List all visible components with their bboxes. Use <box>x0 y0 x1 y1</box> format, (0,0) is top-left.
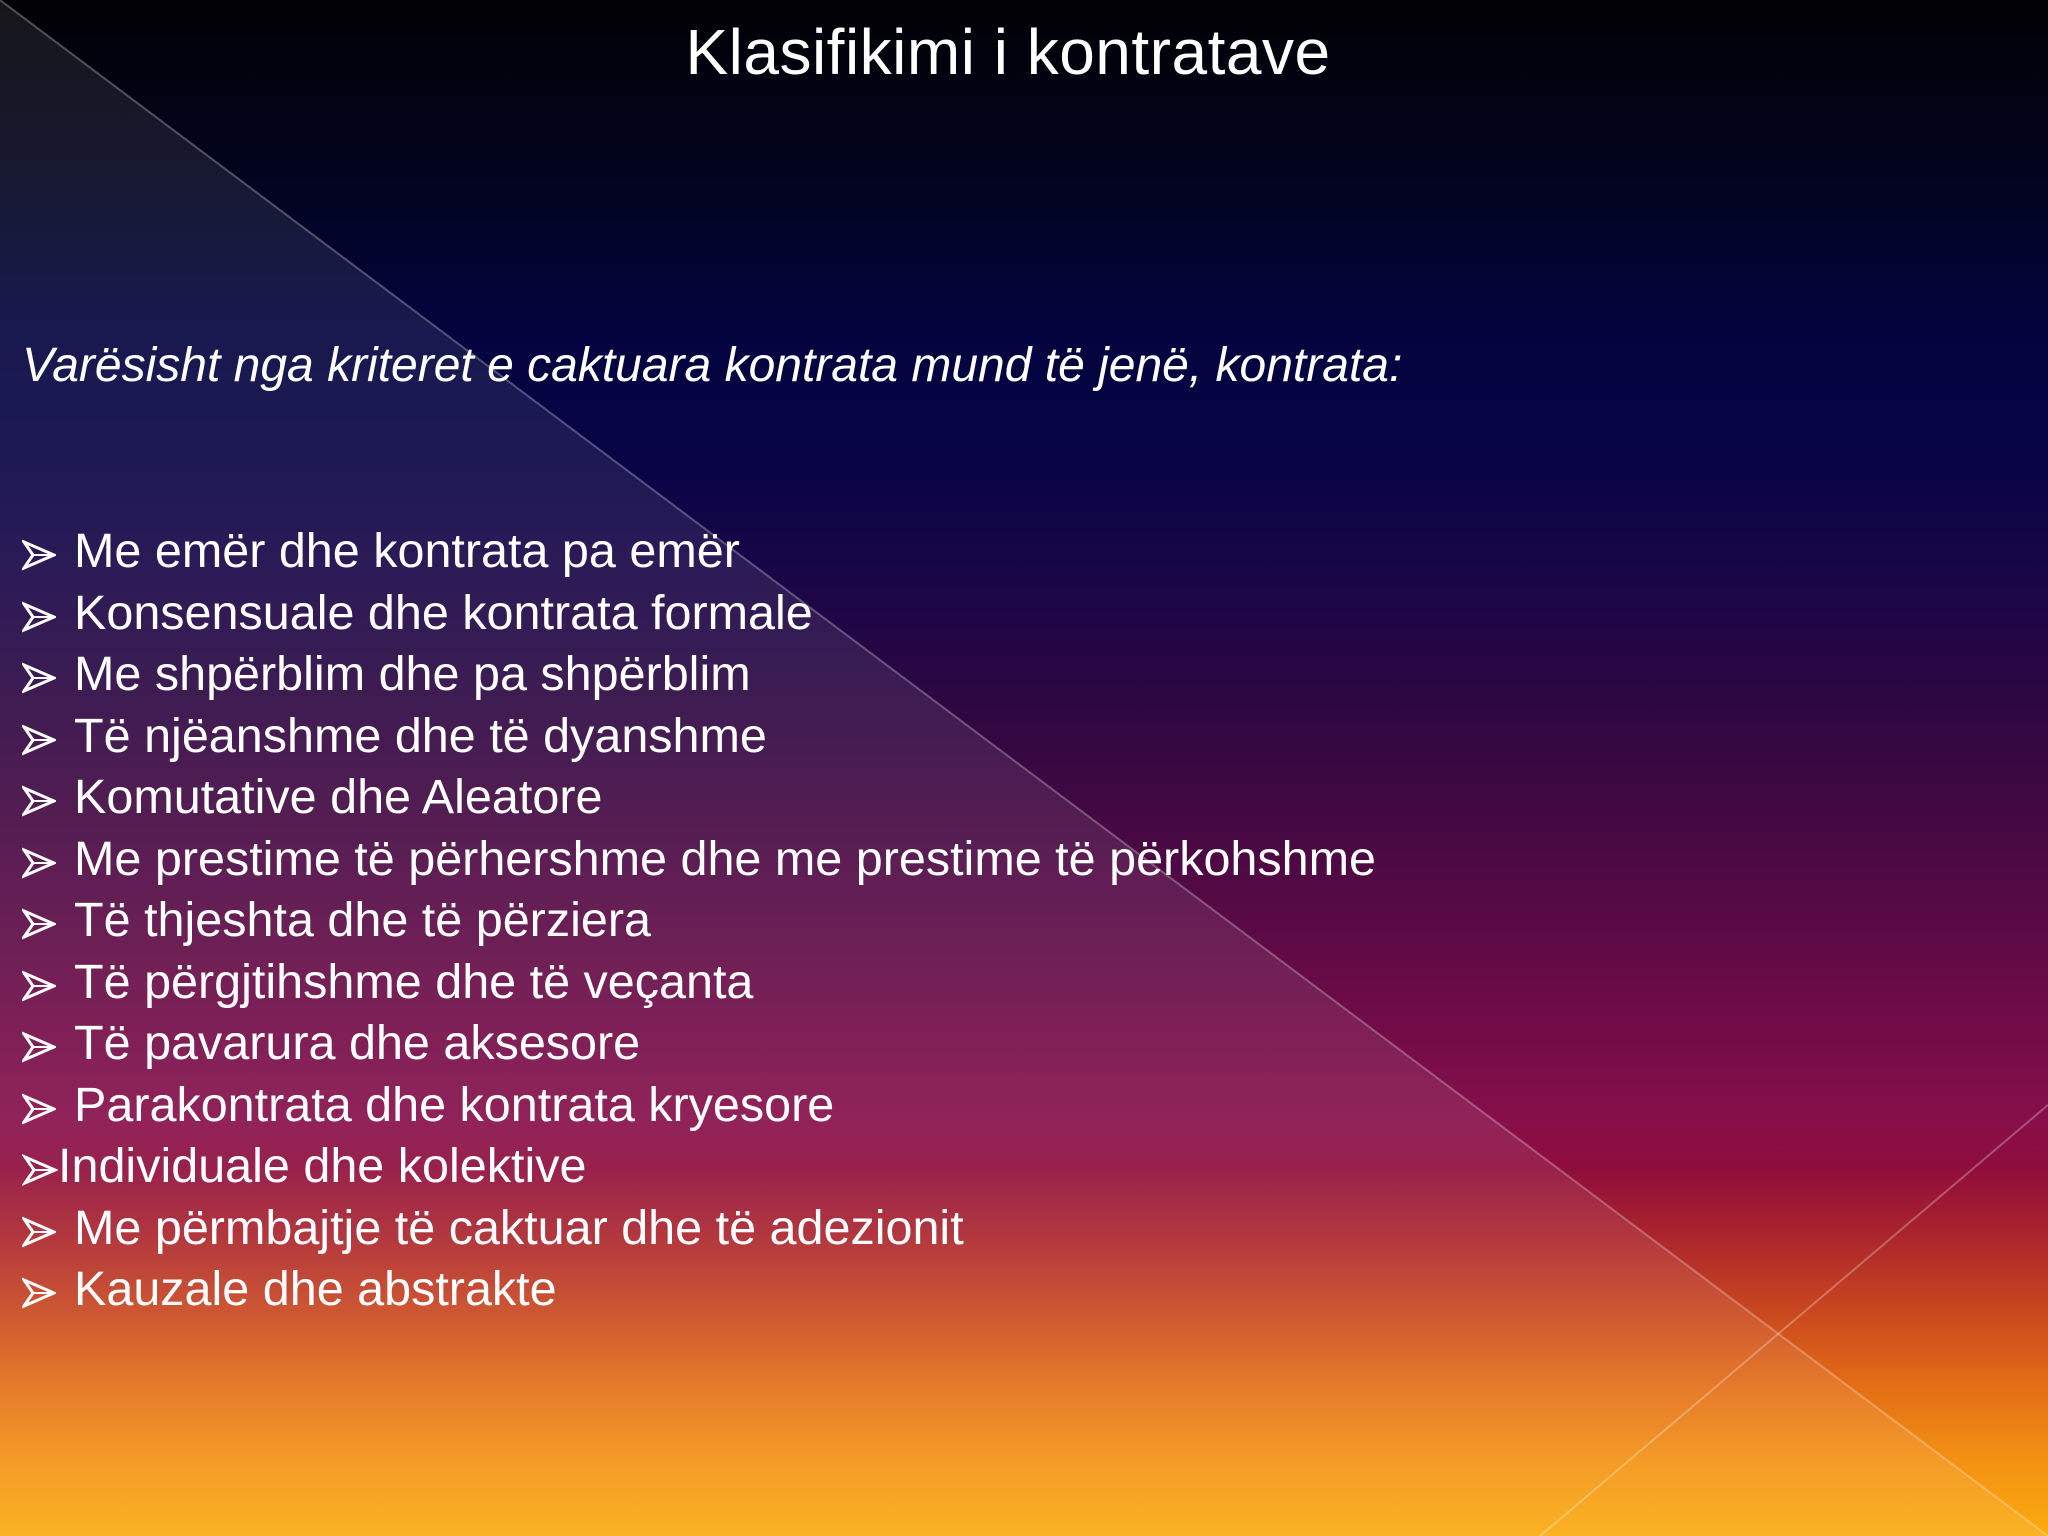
arrowhead-bullet-icon <box>22 723 56 757</box>
slide-subtitle: Varësisht nga kriteret e caktuara kontrata mund të jenë, kontrata: <box>22 339 1403 392</box>
contract-classification-list <box>22 521 1376 1321</box>
arrowhead-bullet-icon <box>22 1153 58 1187</box>
list-item-label: Konsensuale dhe kontrata formale <box>74 585 813 640</box>
list-item <box>22 644 1376 706</box>
list-item-label: Parakontrata dhe kontrata kryesore <box>74 1077 835 1132</box>
arrowhead-bullet-icon <box>22 661 56 695</box>
arrowhead-bullet-icon <box>22 600 56 634</box>
list-item-label: Të njëanshme dhe të dyanshme <box>74 708 767 763</box>
arrowhead-bullet-icon <box>22 1030 56 1064</box>
list-item <box>22 1136 1376 1198</box>
list-item <box>22 706 1376 768</box>
list-item-label: Të pavarura dhe aksesore <box>74 1016 641 1070</box>
list-item <box>22 521 1376 583</box>
list-item-label: Kauzale dhe abstrakte <box>74 1262 557 1316</box>
list-item <box>22 1198 1376 1260</box>
arrowhead-bullet-icon <box>22 1092 56 1126</box>
list-item <box>22 1075 1376 1137</box>
diagonal-streak-rising <box>1540 1105 2048 1536</box>
list-item-label: Me shpërblim dhe pa shpërblim <box>74 647 751 701</box>
list-item-label: Të përgjtihshme dhe të veçanta <box>74 954 754 1009</box>
list-item <box>22 767 1376 829</box>
list-item-label: Të thjeshta dhe të përziera <box>74 893 651 947</box>
list-item <box>22 583 1376 645</box>
arrowhead-bullet-icon <box>22 784 56 818</box>
list-item-label: Komutative dhe Aleatore <box>74 770 603 824</box>
arrowhead-bullet-icon <box>22 969 56 1003</box>
list-item <box>22 890 1376 952</box>
arrowhead-bullet-icon <box>22 907 56 941</box>
list-item <box>22 1259 1376 1321</box>
arrowhead-bullet-icon <box>22 538 56 572</box>
list-item-label: Me përmbajtje të caktuar dhe të adezionit <box>74 1200 964 1255</box>
list-item-label: Me emër dhe kontrata pa emër <box>74 524 740 578</box>
slide-title: Klasifikimi i kontratave <box>685 16 1331 88</box>
arrowhead-bullet-icon <box>22 846 56 880</box>
arrowhead-bullet-icon <box>22 1276 56 1310</box>
list-item-label: Individuale dhe kolektive <box>58 1139 587 1193</box>
list-item-label: Me prestime të përhershme dhe me prestime të përkohshme <box>74 831 1376 886</box>
arrowhead-bullet-icon <box>22 1215 56 1249</box>
list-item <box>22 1013 1376 1075</box>
list-item <box>22 952 1376 1014</box>
list-item <box>22 829 1376 891</box>
